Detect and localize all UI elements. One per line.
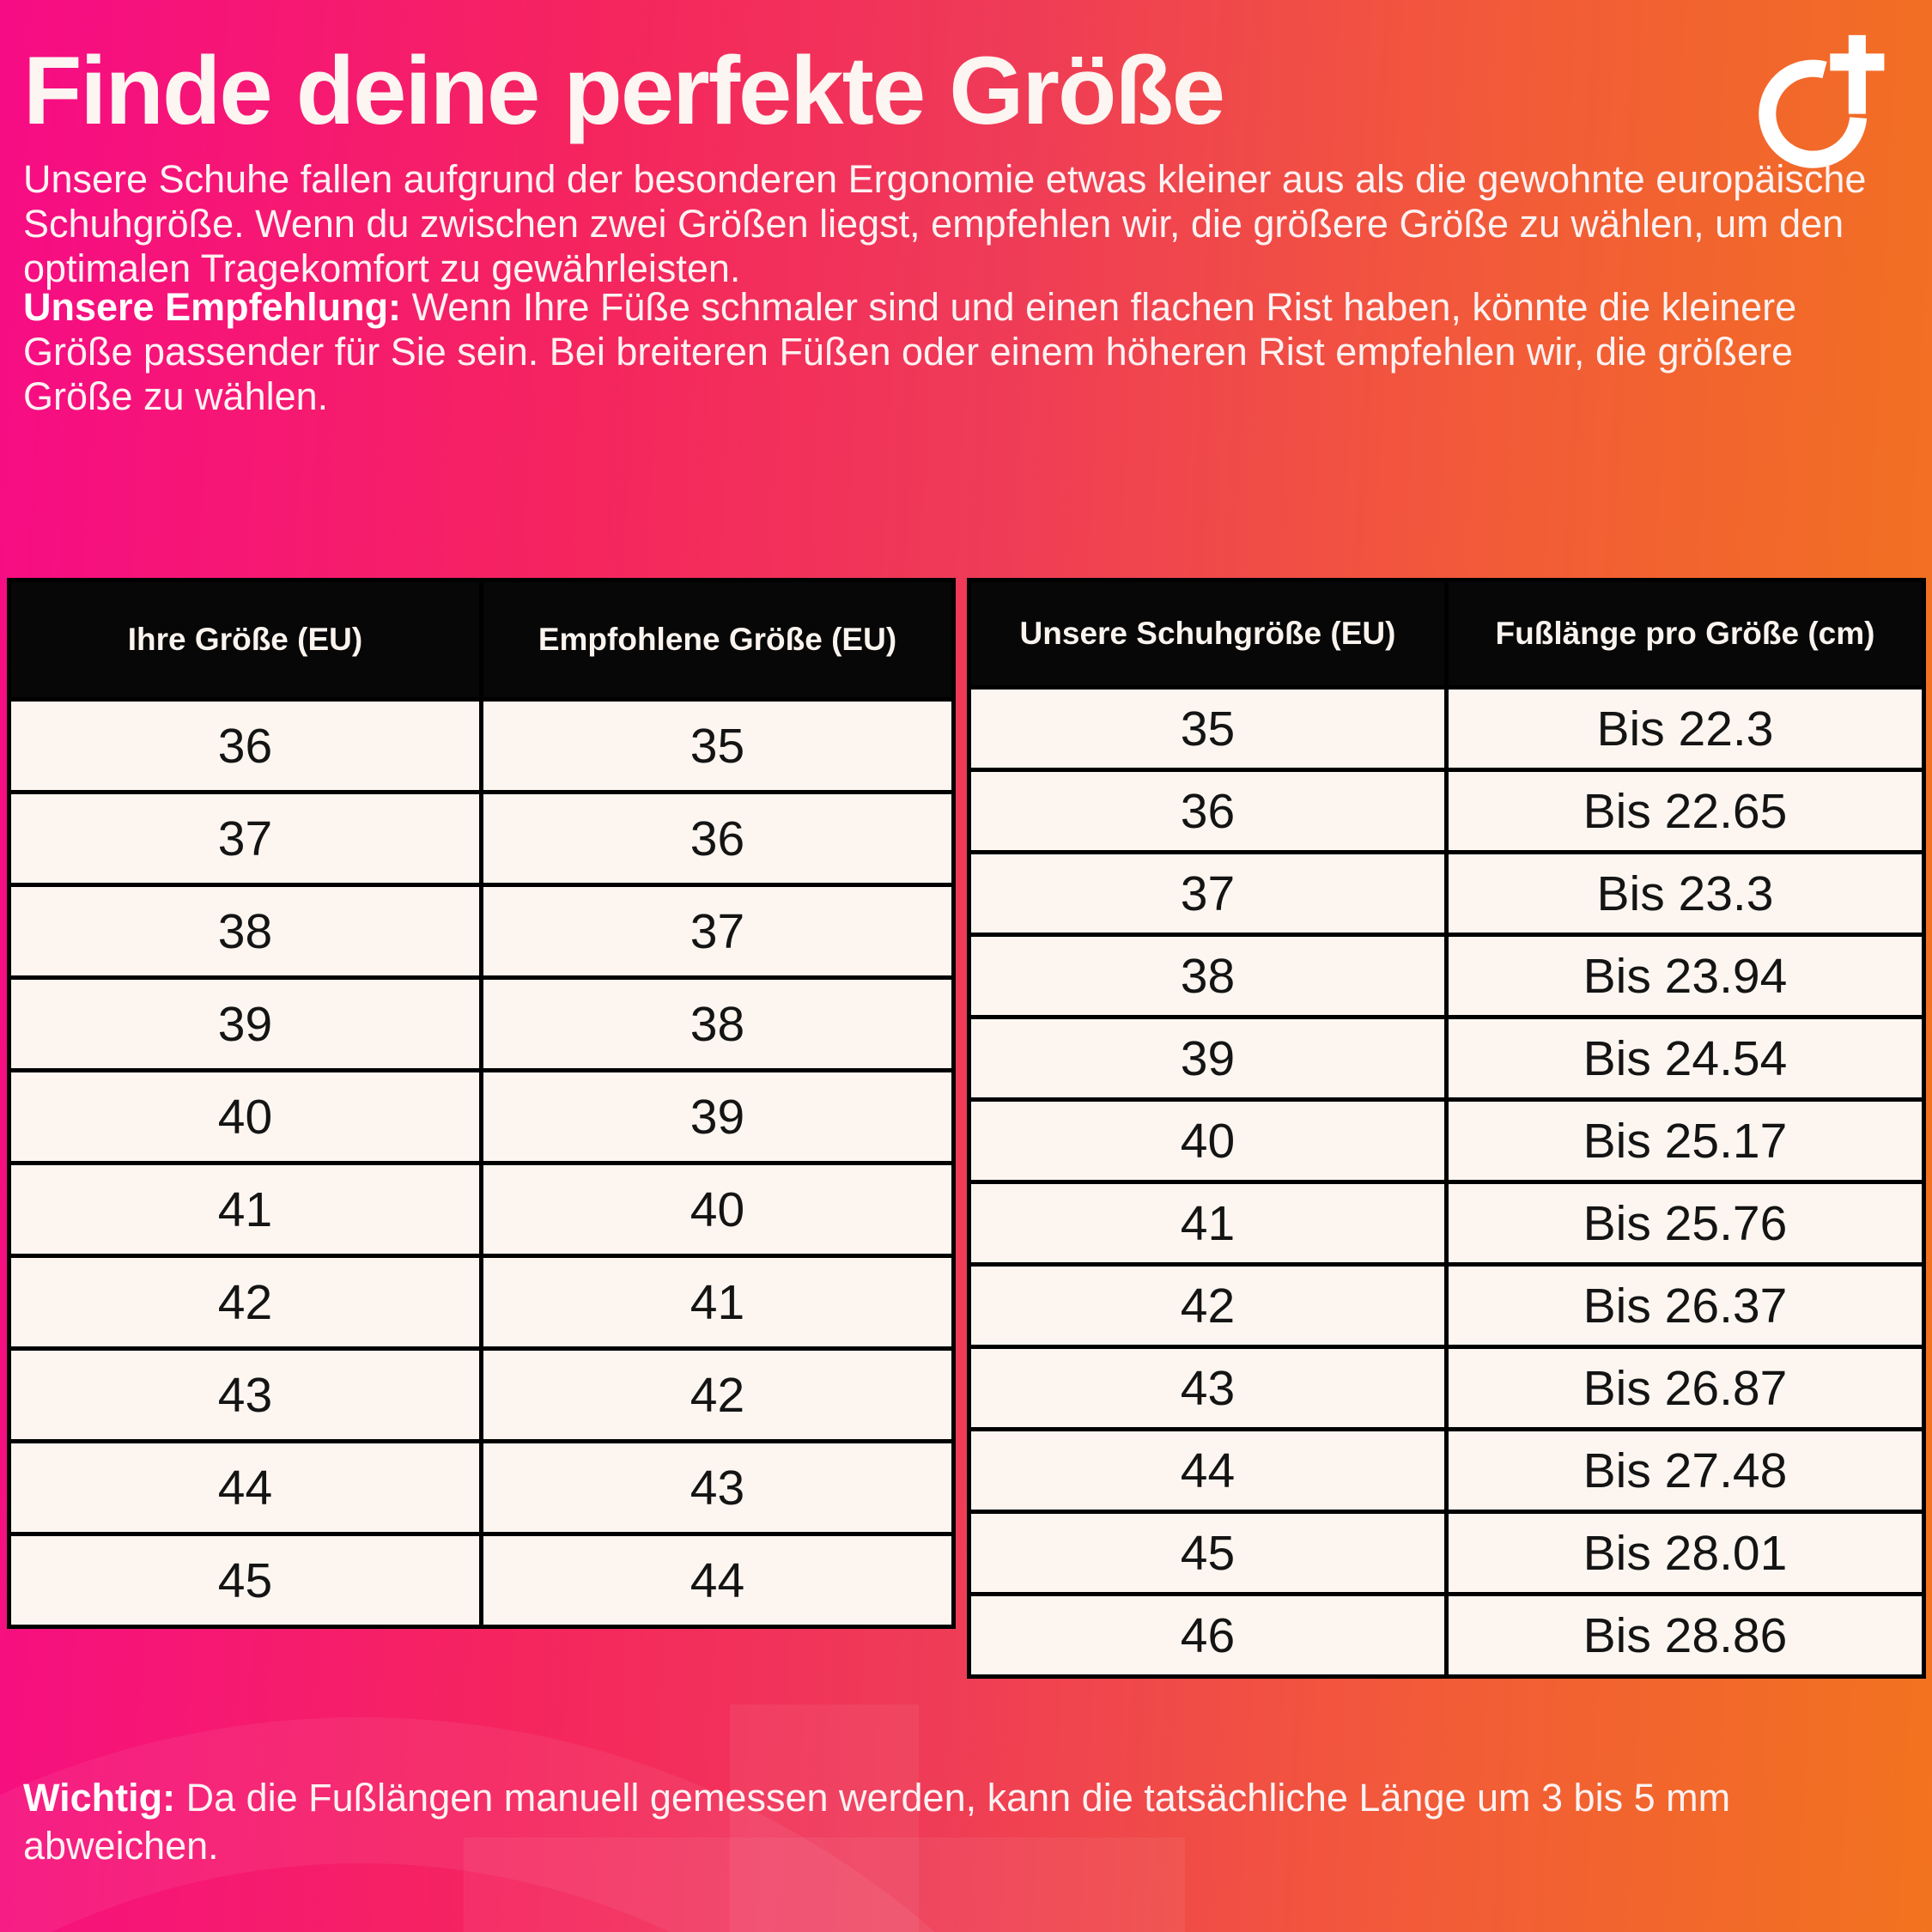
table-row bbox=[9, 1534, 954, 1627]
table-cell: 41 bbox=[9, 1163, 482, 1256]
table-cell: 37 bbox=[9, 793, 482, 885]
table-cell: 39 bbox=[969, 1018, 1447, 1100]
table-cell: 36 bbox=[969, 770, 1447, 853]
table-row bbox=[9, 1349, 954, 1442]
table-cell: 41 bbox=[482, 1256, 954, 1349]
table-header-row bbox=[969, 580, 1924, 688]
table-body bbox=[969, 688, 1924, 1677]
table-cell: 40 bbox=[482, 1163, 954, 1256]
table-cell: 36 bbox=[482, 793, 954, 885]
table-cell: 44 bbox=[9, 1442, 482, 1534]
table-cell: 42 bbox=[482, 1349, 954, 1442]
table-row bbox=[9, 700, 954, 793]
table-cell: 40 bbox=[969, 1100, 1447, 1182]
table-cell: 45 bbox=[9, 1534, 482, 1627]
table-cell: Bis 24.54 bbox=[1447, 1018, 1924, 1100]
table-cell: Bis 23.3 bbox=[1447, 853, 1924, 935]
table-cell: 35 bbox=[482, 700, 954, 793]
important-note bbox=[23, 1774, 1912, 1870]
column-header-recommended-size: Empfohlene Größe (EU) bbox=[482, 580, 954, 700]
table-cell: Bis 28.01 bbox=[1447, 1512, 1924, 1595]
table-cell: 45 bbox=[969, 1512, 1447, 1595]
table-row bbox=[969, 1265, 1924, 1347]
table-cell: 42 bbox=[969, 1265, 1447, 1347]
table-cell: 40 bbox=[9, 1071, 482, 1163]
table-row bbox=[9, 978, 954, 1071]
table-cell: Bis 22.3 bbox=[1447, 688, 1924, 770]
table-row bbox=[9, 793, 954, 885]
table-cell: 36 bbox=[9, 700, 482, 793]
table-cell: Bis 28.86 bbox=[1447, 1595, 1924, 1677]
table-row bbox=[969, 1512, 1924, 1595]
table-head bbox=[969, 580, 1924, 688]
table-cell: 38 bbox=[482, 978, 954, 1071]
table-row bbox=[969, 1182, 1924, 1265]
table-row bbox=[9, 1442, 954, 1534]
table-cell: 41 bbox=[969, 1182, 1447, 1265]
table-cell: 39 bbox=[482, 1071, 954, 1163]
recommendation-body: Wenn Ihre Füße schmaler sind und einen flachen Rist haben, könnte die kleinere Größe passender für Sie sein. Bei breiteren Füßen oder einem höheren Rist empfehlen wir, die größere Größe zu wählen. bbox=[23, 285, 1797, 418]
table-cell: Bis 25.76 bbox=[1447, 1182, 1924, 1265]
table-cell: Bis 26.37 bbox=[1447, 1265, 1924, 1347]
table-row bbox=[969, 1430, 1924, 1512]
table-cell: 38 bbox=[9, 885, 482, 978]
table-row bbox=[969, 1018, 1924, 1100]
column-header-foot-length: Fußlänge pro Größe (cm) bbox=[1447, 580, 1924, 688]
table-row bbox=[969, 688, 1924, 770]
table-cell: 46 bbox=[969, 1595, 1447, 1677]
table-cell: Bis 27.48 bbox=[1447, 1430, 1924, 1512]
important-note-label: Wichtig: bbox=[23, 1776, 176, 1820]
column-header-our-shoe-size: Unsere Schuhgröße (EU) bbox=[969, 580, 1447, 688]
table-row bbox=[969, 1347, 1924, 1430]
table-row bbox=[969, 1595, 1924, 1677]
table-cell: 44 bbox=[969, 1430, 1447, 1512]
page-title: Finde deine perfekte Größe bbox=[23, 37, 1224, 144]
table-row bbox=[969, 935, 1924, 1018]
column-header-your-size: Ihre Größe (EU) bbox=[9, 580, 482, 700]
recommendation-text bbox=[23, 285, 1912, 419]
table-cell: 35 bbox=[969, 688, 1447, 770]
table-cell: Bis 23.94 bbox=[1447, 935, 1924, 1018]
table-row bbox=[969, 853, 1924, 935]
table-cell: 43 bbox=[969, 1347, 1447, 1430]
table-cell: 38 bbox=[969, 935, 1447, 1018]
table-row bbox=[9, 1163, 954, 1256]
foot-length-table bbox=[967, 578, 1926, 1679]
intro-text: Unsere Schuhe fallen aufgrund der besonderen Ergonomie etwas kleiner aus als die gewohnte europäische Schuhgröße. Wenn du zwischen zwei Größen liegst, empfehlen wir, die größere Größe zu wählen, um den optimalen Tragekomfort zu gewährleisten. bbox=[23, 157, 1867, 290]
recommendation-label: Unsere Empfehlung: bbox=[23, 285, 402, 329]
table-cell: 37 bbox=[969, 853, 1447, 935]
important-note-body: Da die Fußlängen manuell gemessen werden, kann die tatsächliche Länge um 3 bis 5 mm abweichen. bbox=[23, 1776, 1731, 1868]
table-row bbox=[969, 770, 1924, 853]
table-cell: Bis 22.65 bbox=[1447, 770, 1924, 853]
table-row bbox=[9, 885, 954, 978]
table-cell: Bis 26.87 bbox=[1447, 1347, 1924, 1430]
table-row bbox=[9, 1071, 954, 1163]
table-cell: 43 bbox=[482, 1442, 954, 1534]
table-cell: 42 bbox=[9, 1256, 482, 1349]
table-cell: 39 bbox=[9, 978, 482, 1071]
table-cell: Bis 25.17 bbox=[1447, 1100, 1924, 1182]
size-conversion-table bbox=[7, 578, 956, 1629]
table-header-row bbox=[9, 580, 954, 700]
table-head bbox=[9, 580, 954, 700]
table-body bbox=[9, 700, 954, 1627]
table-row bbox=[969, 1100, 1924, 1182]
table-cell: 44 bbox=[482, 1534, 954, 1627]
table-cell: 37 bbox=[482, 885, 954, 978]
table-row bbox=[9, 1256, 954, 1349]
table-cell: 43 bbox=[9, 1349, 482, 1442]
